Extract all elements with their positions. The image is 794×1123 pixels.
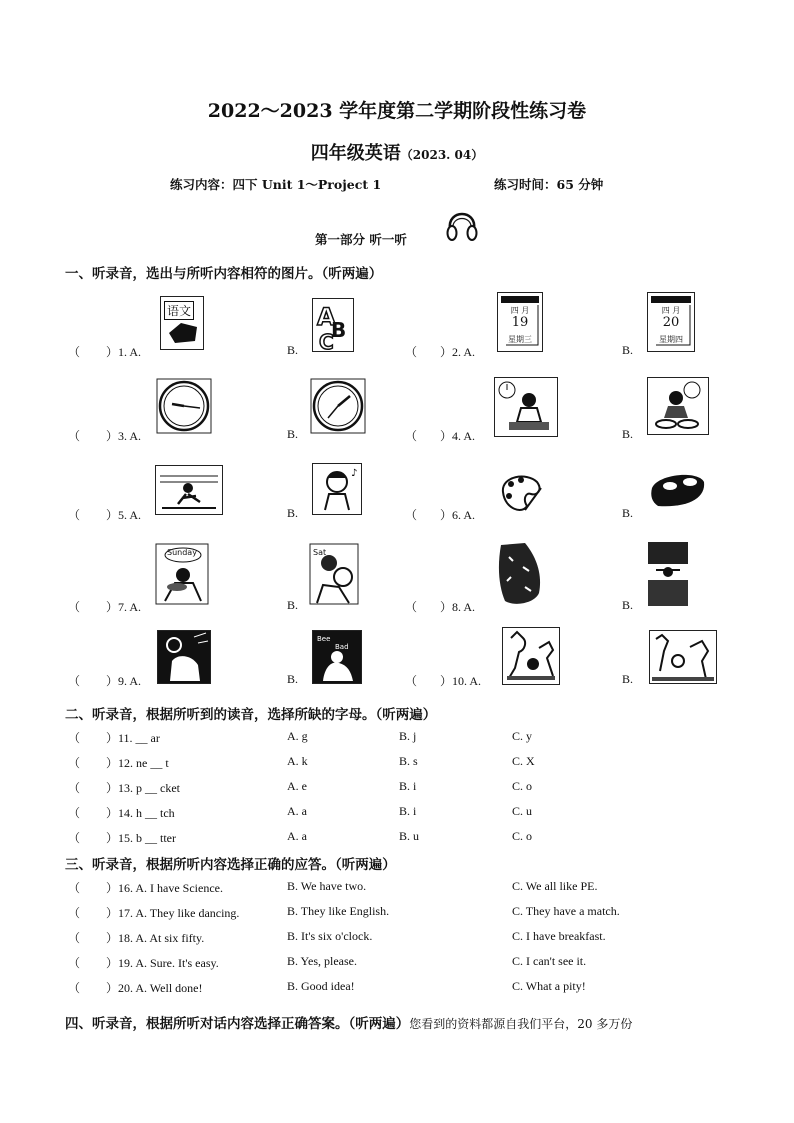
response-option-c: C. I can't see it. — [512, 954, 587, 968]
answer-bracket[interactable]: （ — [68, 981, 81, 995]
svg-text:C: C — [319, 330, 334, 351]
item-label: ）1. A. — [106, 345, 142, 359]
boy-raking-picture — [646, 540, 690, 610]
answer-bracket[interactable]: （ — [68, 674, 81, 688]
bee-label: Bee — [317, 635, 331, 643]
option-b-label: B. — [287, 506, 299, 520]
response-option-a: ）17. A. They like dancing. — [106, 906, 240, 920]
answer-bracket[interactable]: （ — [68, 906, 81, 920]
answer-bracket[interactable]: （ — [68, 806, 81, 820]
response-option-a: ）18. A. At six fifty. — [106, 931, 205, 945]
item-label: ）9. A. — [106, 674, 142, 688]
response-option-c: C. We all like PE. — [512, 879, 598, 893]
item-label: ）7. A. — [106, 600, 142, 614]
letter-question: ）12. ne __ t — [106, 756, 169, 770]
cat-dog-football-picture — [502, 627, 560, 685]
answer-bracket[interactable]: （ — [68, 781, 81, 795]
exam-title: 2022～2023 学年度第二学期阶段性练习卷 — [207, 100, 587, 122]
item-label: ）5. A. — [106, 508, 142, 522]
section-2-heading: 二、听录音，根据所听到的读音，选择所缺的字母。（听两遍） — [65, 707, 437, 723]
answer-bracket[interactable]: （ — [68, 600, 81, 614]
option-a: A. e — [287, 779, 307, 793]
response-option-c: C. I have breakfast. — [512, 929, 606, 943]
sunday-label: Sunday — [167, 548, 197, 557]
response-option-b: B. We have two. — [287, 879, 367, 893]
option-c: C. y — [512, 729, 533, 743]
sat-label: Sat — [313, 548, 327, 557]
item-label: ）2. A. — [440, 345, 476, 359]
answer-bracket[interactable]: （ — [68, 508, 81, 522]
practice-time: 练习时间：65 分钟 — [494, 177, 604, 192]
yuwen-label: 语文 — [164, 301, 194, 320]
tree-leaves-picture — [495, 537, 543, 609]
calendar-month: 四 月 — [661, 306, 681, 315]
answer-bracket[interactable]: （ — [68, 345, 81, 359]
boy-eating-picture — [647, 377, 709, 435]
calendar-weekday-wed: 星期三 — [508, 335, 532, 344]
svg-text:B: B — [331, 318, 347, 342]
clock-picture-b — [310, 378, 366, 434]
section-4-title: 四、听录音，根据所听对话内容选择正确答案。（听两遍） — [65, 1016, 410, 1032]
response-option-b: B. They like English. — [287, 904, 390, 918]
option-b: B. i — [399, 804, 417, 818]
response-option-a: ）19. A. Sure. It's easy. — [106, 956, 219, 970]
abc-letters-picture — [312, 298, 354, 352]
calendar-weekday-thu: 星期四 — [659, 335, 683, 344]
option-b-label: B. — [622, 506, 634, 520]
calendar-20-picture — [647, 292, 695, 352]
cat-dog-basketball-picture — [649, 630, 717, 684]
option-b: B. u — [399, 829, 420, 843]
answer-bracket[interactable]: （ — [405, 429, 418, 443]
option-b: B. j — [399, 729, 417, 743]
answer-bracket[interactable]: （ — [68, 831, 81, 845]
option-a: A. g — [287, 729, 308, 743]
option-c: C. o — [512, 829, 533, 843]
section-1-heading: 一、听录音，选出与所听内容相符的图片。（听两遍） — [65, 266, 383, 282]
answer-bracket[interactable]: （ — [68, 931, 81, 945]
response-option-a: ）16. A. I have Science. — [106, 881, 223, 895]
girl-singing-picture — [312, 463, 362, 515]
skating-picture — [155, 465, 223, 515]
section-3-heading: 三、听录音，根据所听内容选择正确的应答。（听两遍） — [65, 857, 396, 873]
option-a: A. a — [287, 829, 307, 843]
night-picture — [157, 630, 211, 684]
bad-label: Bad — [335, 643, 349, 651]
letter-question: ）15. b __ tter — [106, 831, 176, 845]
calendar-day-20: 20 — [662, 315, 680, 330]
option-b-label: B. — [287, 343, 299, 357]
answer-bracket[interactable]: （ — [68, 881, 81, 895]
option-c: C. X — [512, 754, 535, 768]
calendar-19-picture — [497, 292, 543, 352]
headphones-icon — [445, 205, 479, 243]
sunday-kite-picture — [155, 543, 209, 605]
svg-text:♪: ♪ — [351, 468, 358, 479]
answer-bracket[interactable]: （ — [405, 508, 418, 522]
calendar-month: 四 月 — [510, 306, 530, 315]
response-option-b: B. Good idea! — [287, 979, 355, 993]
option-c: C. u — [512, 804, 533, 818]
section-4-note: 您看到的资料都源自我们平台，20 多万份 — [409, 1017, 633, 1031]
answer-bracket[interactable]: （ — [405, 345, 418, 359]
answer-bracket[interactable]: （ — [68, 756, 81, 770]
calendar-day-19: 19 — [511, 315, 529, 330]
answer-bracket[interactable]: （ — [405, 600, 418, 614]
practice-content: 练习内容：四下 Unit 1～Project 1 — [170, 177, 382, 192]
answer-bracket[interactable]: （ — [68, 731, 81, 745]
chinese-book-picture — [160, 296, 204, 350]
section-4-heading — [65, 1012, 632, 1032]
svg-text:A: A — [317, 303, 336, 331]
mask-picture — [648, 468, 708, 512]
item-label: ）4. A. — [440, 429, 476, 443]
answer-bracket[interactable]: （ — [68, 956, 81, 970]
answer-bracket[interactable]: （ — [68, 429, 81, 443]
letter-question: ）11. __ ar — [106, 731, 160, 745]
option-b-label: B. — [622, 598, 634, 612]
response-option-c: C. What a pity! — [512, 979, 586, 993]
response-option-b: B. It's six o'clock. — [287, 929, 373, 943]
item-label: ）10. A. — [440, 674, 482, 688]
option-b-label: B. — [287, 427, 299, 441]
subtitle-date: （2023. 04） — [400, 148, 484, 162]
option-b: B. s — [399, 754, 418, 768]
item-label: ）3. A. — [106, 429, 142, 443]
item-label: ）6. A. — [440, 508, 476, 522]
option-b: B. i — [399, 779, 417, 793]
clock-picture-a — [156, 378, 212, 434]
option-a: A. a — [287, 804, 307, 818]
answer-bracket[interactable]: （ — [405, 674, 418, 688]
saturday-football-picture — [309, 543, 359, 605]
option-a: A. k — [287, 754, 308, 768]
option-b-label: B. — [622, 343, 634, 357]
response-option-a: ）20. A. Well done! — [106, 981, 203, 995]
option-b-label: B. — [287, 598, 299, 612]
paint-palette-picture — [497, 470, 543, 514]
option-b-label: B. — [287, 672, 299, 686]
letter-question: ）14. h __ tch — [106, 806, 175, 820]
part-one-heading: 第一部分 听一听 — [315, 232, 407, 247]
option-c: C. o — [512, 779, 533, 793]
item-label: ）8. A. — [440, 600, 476, 614]
subtitle-text: 四年级英语 — [310, 143, 401, 164]
exam-subtitle — [0, 139, 794, 165]
letter-question: ）13. p __ cket — [106, 781, 180, 795]
response-option-b: B. Yes, please. — [287, 954, 358, 968]
response-option-c: C. They have a match. — [512, 904, 620, 918]
option-b-label: B. — [622, 427, 634, 441]
bee-bad-picture — [312, 630, 362, 684]
boy-homework-picture — [494, 377, 558, 437]
option-b-label: B. — [622, 672, 634, 686]
